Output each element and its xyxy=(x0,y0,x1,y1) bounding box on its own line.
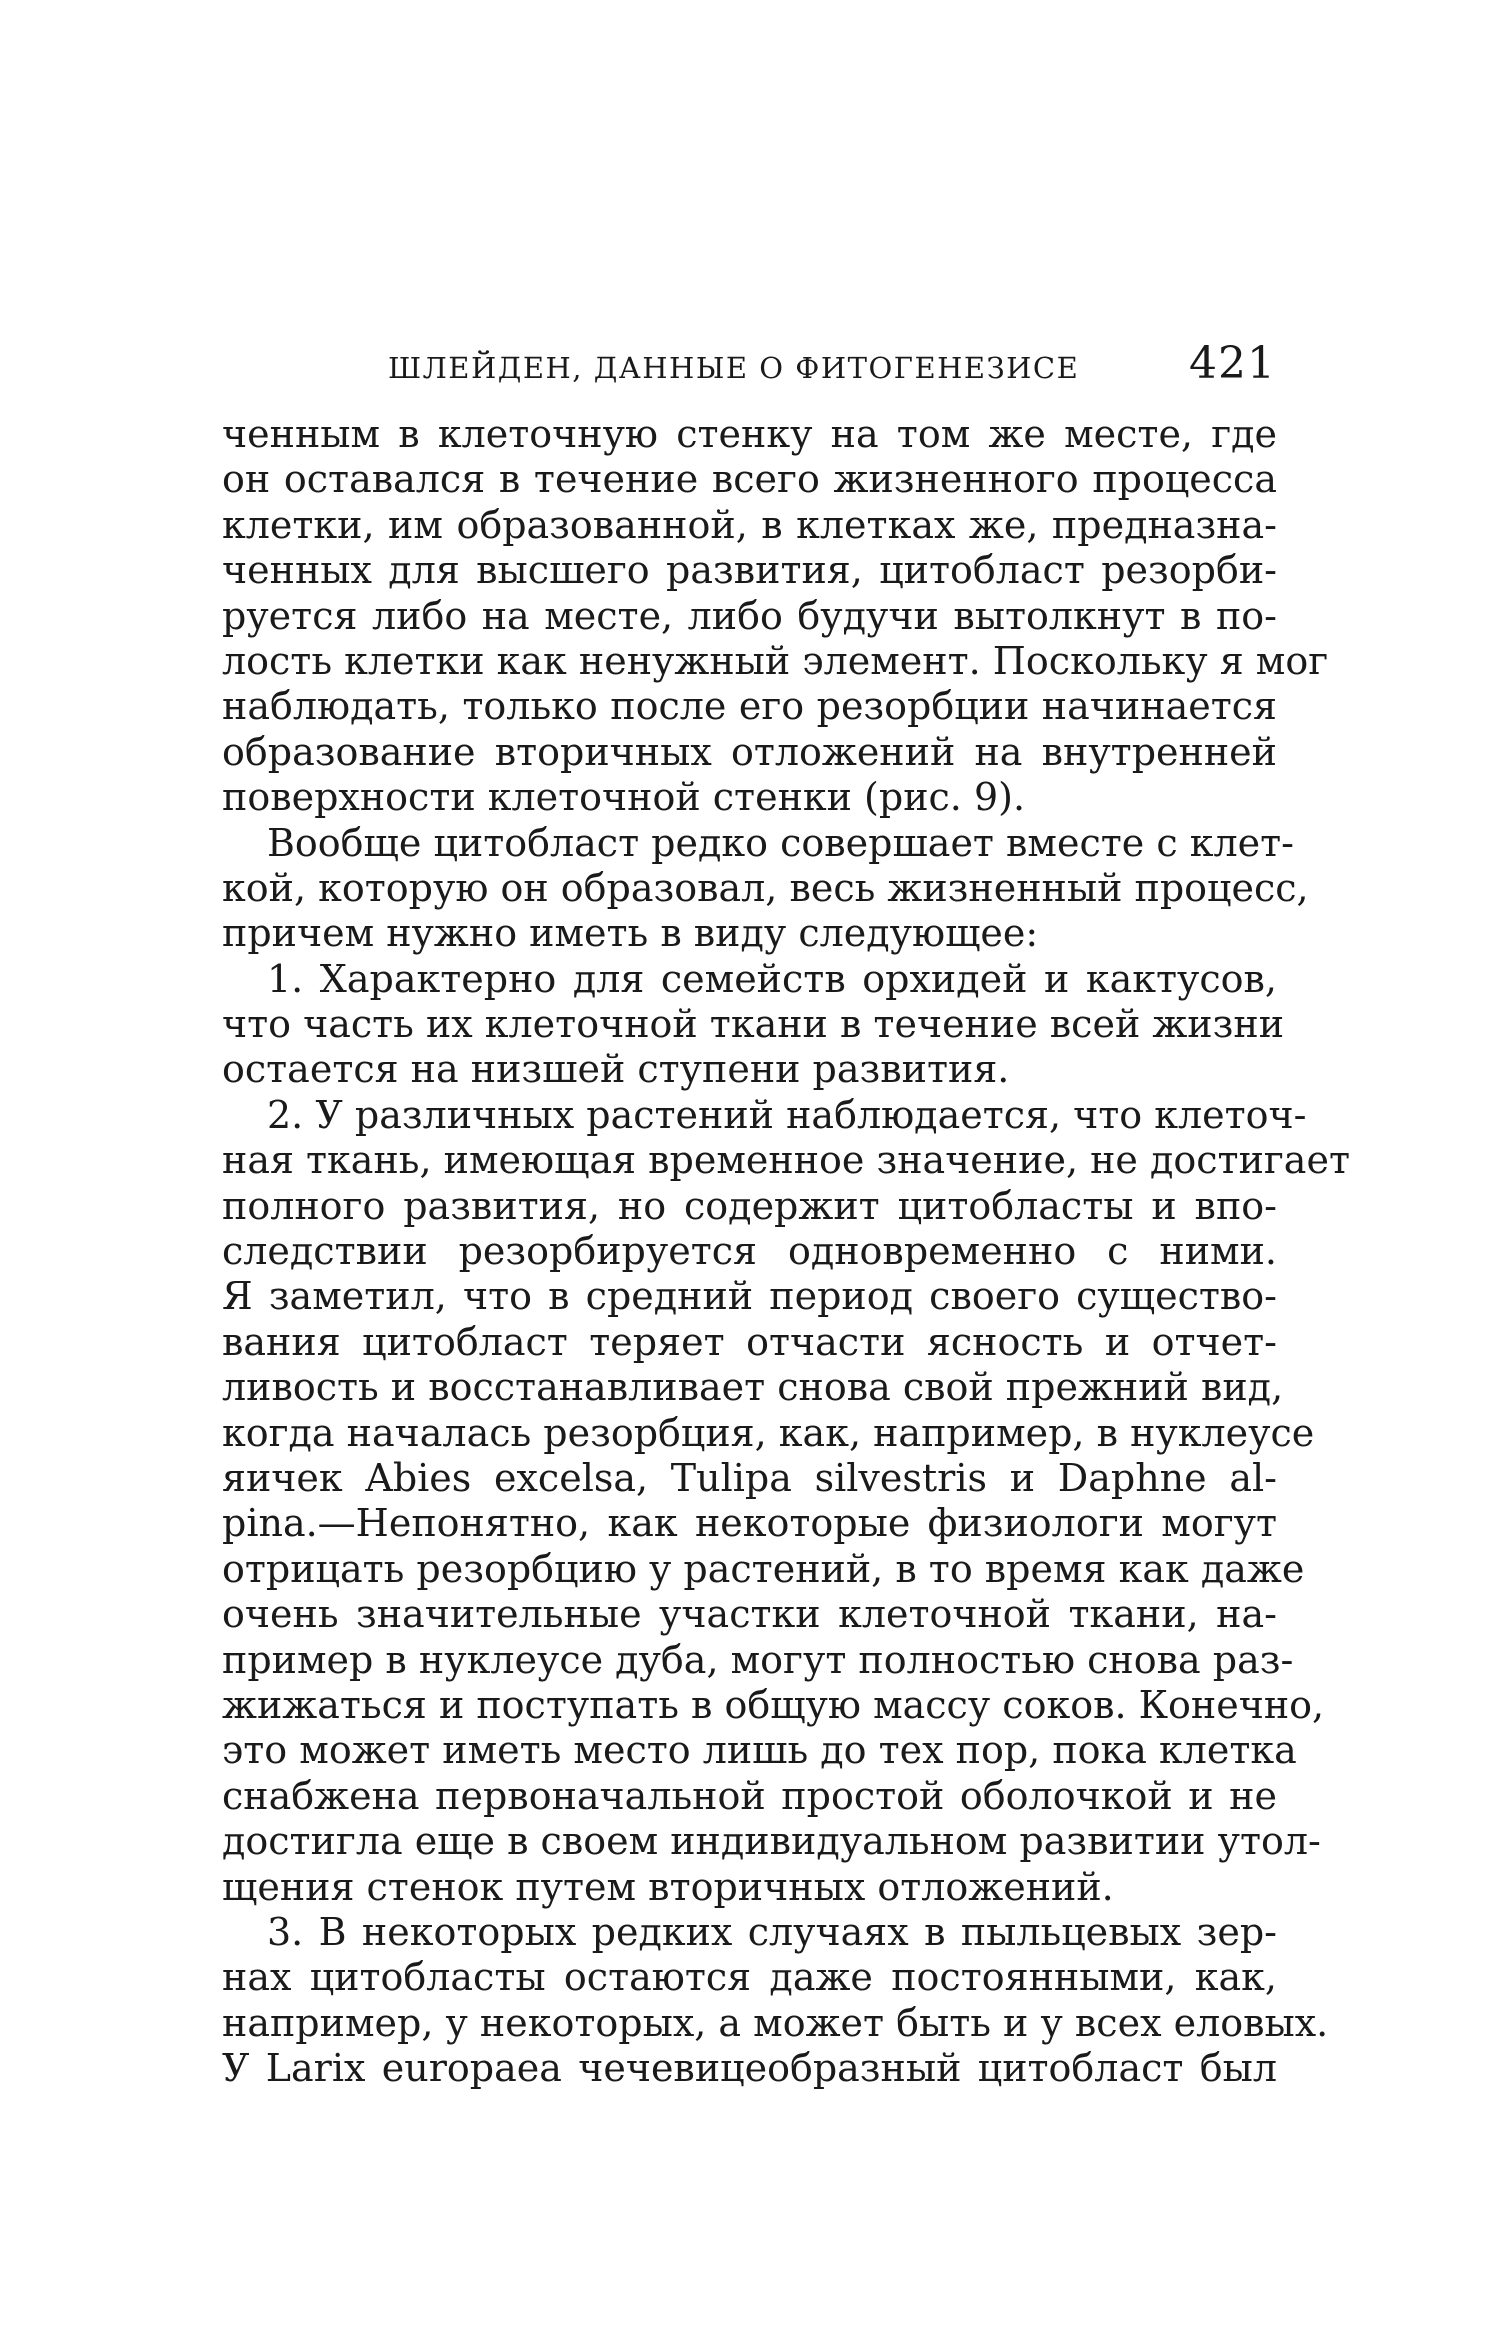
text-line: снабжена первоначальной простой оболочкой и не xyxy=(222,1773,1277,1818)
text-line: жижаться и поступать в общую массу соков. Конечно, xyxy=(222,1682,1325,1727)
running-title: ШЛЕЙДЕН, ДАННЫЕ О ФИТОГЕНЕЗИСЕ xyxy=(388,351,1080,385)
text-line: это может иметь место лишь до тех пор, пока клетка xyxy=(222,1728,1297,1773)
text-line: полного развития, но содержит цитобласты и впо- xyxy=(222,1183,1277,1228)
text-line: щения стенок путем вторичных отложений. xyxy=(222,1864,1114,1909)
text-line: причем нужно иметь в виду следующее: xyxy=(222,911,1039,956)
text-line: У Larix europaea чечевицеобразный цитобласт был xyxy=(222,2046,1277,2091)
text-line: ная ткань, имеющая временное значение, не достигает xyxy=(222,1138,1350,1183)
text-line: пример в нуклеусе дуба, могут полностью снова раз- xyxy=(222,1637,1294,1682)
text-line: например, у некоторых, а может быть и у всех еловых. xyxy=(222,2000,1329,2045)
text-line: ливость и восстанавливает снова свой прежний вид, xyxy=(222,1365,1284,1410)
text-line: кой, которую он образовал, весь жизненный процесс, xyxy=(222,865,1309,910)
text-line: он оставался в течение всего жизненного процесса xyxy=(222,457,1277,502)
text-line: 3. В некоторых редких случаях в пыльцевых зер- xyxy=(267,1909,1277,1954)
page-header xyxy=(388,338,1276,402)
text-line: остается на низшей ступени развития. xyxy=(222,1047,1010,1092)
text-line: Вообще цитобласт редко совершает вместе с клет- xyxy=(267,820,1294,865)
text-line: наблюдать, только после его резорбции начинается xyxy=(222,684,1277,729)
text-line: 1. Характерно для семейств орхидей и кактусов, xyxy=(267,956,1277,1001)
text-line: нах цитобласты остаются даже постоянными, как, xyxy=(222,1955,1277,2000)
body-text xyxy=(222,412,1350,2091)
text-line: ченным в клеточную стенку на том же месте, где xyxy=(222,412,1277,456)
text-line: что часть их клеточной ткани в течение всей жизни xyxy=(222,1002,1285,1047)
text-line: клетки, им образованной, в клетках же, предназна- xyxy=(222,502,1277,547)
page-number: 421 xyxy=(1189,338,1276,389)
text-line: поверхности клеточной стенки (рис. 9). xyxy=(222,775,1026,820)
text-line: Я заметил, что в средний период своего существо- xyxy=(222,1274,1277,1319)
text-line: следствии резорбируется одновременно с ними. xyxy=(222,1229,1277,1274)
text-line: ченных для высшего развития, цитобласт резорби- xyxy=(222,548,1277,593)
text-line: руется либо на месте, либо будучи вытолкнут в по- xyxy=(222,593,1277,638)
text-line: 2. У различных растений наблюдается, что клеточ- xyxy=(267,1092,1307,1137)
text-line: образование вторичных отложений на внутренней xyxy=(222,729,1277,774)
text-line: очень значительные участки клеточной ткани, на- xyxy=(222,1592,1277,1637)
text-line: вания цитобласт теряет отчасти ясность и отчет- xyxy=(222,1319,1277,1364)
text-line: отрицать резорбцию у растений, в то время как даже xyxy=(222,1546,1305,1591)
text-line: когда началась резорбция, как, например, в нуклеусе xyxy=(222,1410,1315,1455)
text-line: достигла еще в своем индивидуальном развитии утол- xyxy=(222,1819,1321,1864)
text-line: яичек Abies excelsa, Tulipa silvestris и Daphne al- xyxy=(222,1455,1277,1500)
text-line: pina.—Непонятно, как некоторые физиологи могут xyxy=(222,1501,1277,1546)
text-line: лость клетки как ненужный элемент. Поскольку я мог xyxy=(222,638,1329,683)
